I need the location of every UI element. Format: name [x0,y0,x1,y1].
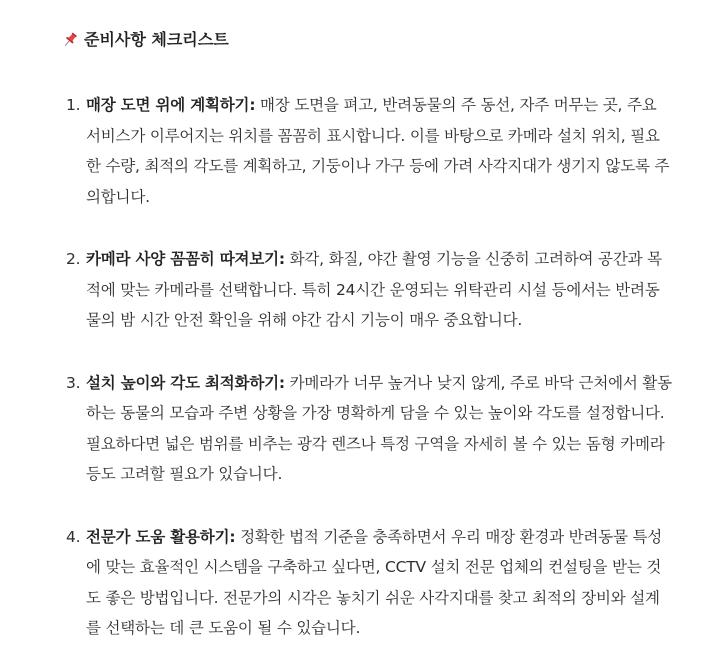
item-body: 매장 도면을 펴고, 반려동물의 주 동선, 자주 머무는 곳, 주요 서비스가 이루어지는 위치를 꼼꼼히 표시합니다. 이를 바탕으로 카메라 설치 위치, 필요한 수량, 최적의 각도를 계획하고, 기둥이나 가구 등에 가려 사각지대가 생기지 않도록 주의합니다. [86,96,670,206]
heading-text: 준비사항 체크리스트 [84,30,229,49]
checklist [60,90,674,644]
list-item [60,368,674,490]
section-heading [60,28,674,52]
item-title: 설치 높이와 각도 최적화하기: [86,373,285,392]
item-number: 1. [66,96,81,114]
pushpin-icon [60,30,80,50]
item-title: 매장 도면 위에 계획하기: [86,96,256,114]
item-body: 정확한 법적 기준을 충족하면서 우리 매장 환경과 반려동물 특성에 맞는 효율적인 시스템을 구축하고 싶다면, CCTV 설치 전문 업체의 컨설팅을 받는 것도 좋은 방법입니다. 전문가의 시각은 놓치기 쉬운 사각지대를 찾고 최적의 장비와 설계를 선택하는 데 큰 도움이 될 수 있습니다. [86,527,663,637]
item-number: 4. [66,527,81,546]
item-title: 전문가 도움 활용하기: [86,527,236,546]
list-item [60,244,674,336]
item-title: 카메라 사양 꼼꼼히 따져보기: [86,250,285,268]
item-body: 카메라가 너무 높거나 낮지 않게, 주로 바닥 근처에서 활동하는 동물의 모습과 주변 상황을 가장 명확하게 담을 수 있는 높이와 각도를 설정합니다. 필요하다면 넓은 범위를 비추는 광각 렌즈나 특정 구역을 자세히 볼 수 있는 돔형 카메라 등도 고려할 필요가 있습니다. [86,373,672,483]
item-number: 3. [66,373,81,392]
item-body: 화각, 화질, 야간 촬영 기능을 신중히 고려하여 공간과 목적에 맞는 카메라를 선택합니다. 특히 24시간 운영되는 위탁관리 시설 등에서는 반려동물의 밤 시간 안전 확인을 위해 야간 감시 기능이 매우 중요합니다. [86,250,662,329]
list-item [60,522,674,644]
item-number: 2. [66,250,81,268]
list-item [60,90,674,212]
